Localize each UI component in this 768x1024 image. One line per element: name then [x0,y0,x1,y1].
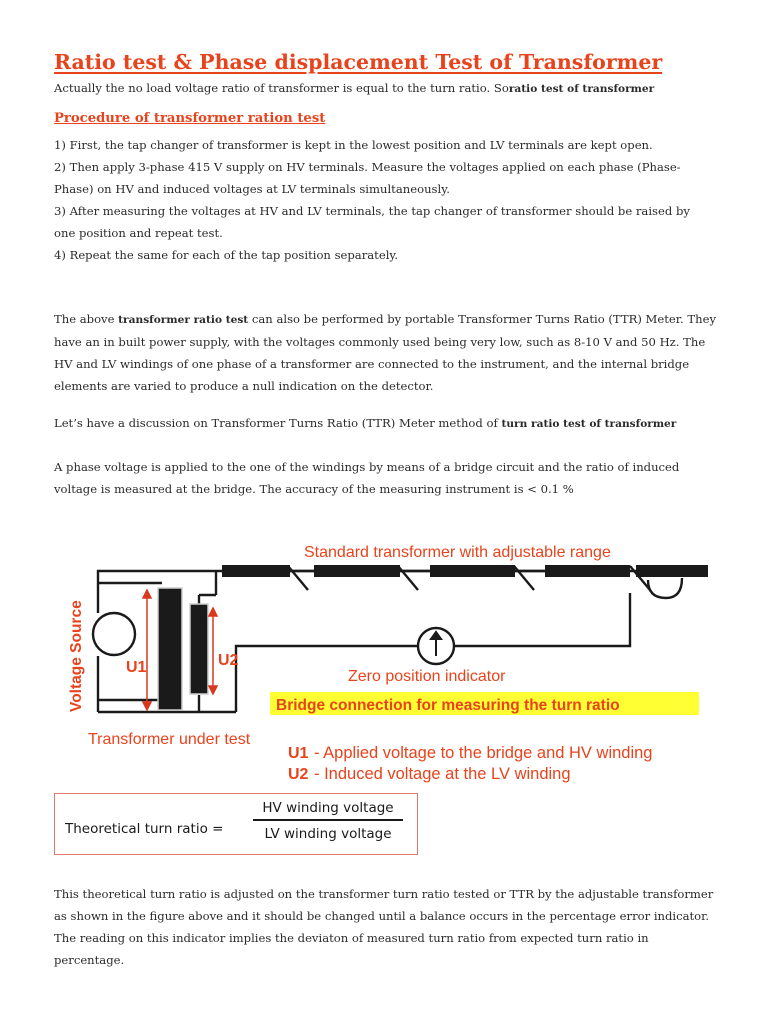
page-title: Ratio test & Phase displacement Test of Transformer [54,50,663,74]
top-wire [98,571,670,613]
formula-denominator: LV winding voltage [264,825,392,842]
indicator-wire [454,593,630,646]
formula-lhs: Theoretical turn ratio = [65,821,224,837]
legend-u1-symbol: U1 [288,745,309,762]
u1-label: U1 [126,659,147,676]
resistor-adjustable-2 [430,565,515,577]
resistor-adjustable-4 [636,565,708,577]
procedure-step: 4) Repeat the same for each of the tap position separately. [54,248,399,262]
legend-u2-symbol: U2 [288,766,309,783]
procedure-step: 2) Then apply 3-phase 415 V supply on HV terminals. Measure the voltages applied on each phase (Phase-Phase) on HV and induced voltages at LV terminals simultaneously. [54,160,681,196]
zero-indicator-label: Zero position indicator [348,668,506,685]
resistor-fixed [222,565,290,577]
discussion-text: Let’s have a discussion on Transformer Turns Ratio (TTR) Meter method of [54,416,502,430]
bridge-label: Bridge connection for measuring the turn ratio [276,697,620,714]
formula-numerator: HV winding voltage [262,800,394,816]
u2-label: U2 [218,652,239,669]
transformer-label: Transformer under test [88,731,251,748]
ttr-bold: transformer ratio test [118,314,249,326]
intro-bold: ratio test of transformer [508,83,655,95]
hv-winding [158,588,182,710]
intro-text: Actually the no load voltage ratio of transformer is equal to the turn ratio. So [54,81,509,95]
voltage-source-symbol [93,613,135,655]
slider-hook [648,578,682,598]
arrow-shaft-1 [288,566,308,590]
discussion-paragraph [54,412,719,435]
fraction-bar [253,819,403,821]
turn-ratio-formula [54,793,418,855]
intro-paragraph [54,81,654,95]
lv-winding [190,604,208,694]
u1-arrow-icon [143,590,151,710]
legend-u1-text: - Applied voltage to the bridge and HV winding [314,744,653,762]
procedure-step: 3) After measuring the voltages at HV and LV terminals, the tap changer of transformer should be raised by one position and repeat test. [54,204,690,240]
resistor-adjustable-3 [545,565,630,577]
arrow-shaft-3 [514,566,534,590]
legend-u2-text: - Induced voltage at the LV winding [314,765,571,783]
voltage-source-label: Voltage Source [68,600,85,712]
standard-transformer-label: Standard transformer with adjustable range [304,544,611,561]
formula-fraction [253,800,403,842]
ttr-text-before: The above [54,312,119,326]
final-paragraph: This theoretical turn ratio is adjusted on the transformer turn ratio tested or TTR by the adjustable transformer as shown in the figure above and it should be changed until a balance occurs in the percentage error indicator. The reading on this indicator implies the deviaton of measured turn ratio from expected turn ratio in percentage. [54,887,714,967]
circuit-wires [98,566,682,712]
arrow-shaft-2 [398,566,418,590]
procedure-steps [54,134,714,266]
ttr-text-after: can also be performed by portable Transformer Turns Ratio (TTR) Meter. They have an in built power supply, with the voltages commonly used being very low, such as 8-10 V and 50 Hz. The HV and LV windings of one phase of a transformer are connected to the instrument, and the internal bridge elements are varied to produce a null indication on the detector. [54,312,717,393]
phase-paragraph: A phase voltage is applied to the one of the windings by means of a bridge circuit and the ratio of induced voltage is measured at the bridge. The accuracy of the measuring instrument is < 0.1 % [54,460,680,496]
bridge-circuit-diagram [62,536,732,786]
resistor-adjustable-1 [314,565,400,577]
u2-arrow-icon [209,608,217,694]
procedure-heading: Procedure of transformer ration test [54,111,326,126]
discussion-bold: turn ratio test of transformer [501,418,677,430]
procedure-step: 1) First, the tap changer of transformer is kept in the lowest position and LV terminals are kept open. [54,138,653,152]
ttr-paragraph [54,308,719,397]
